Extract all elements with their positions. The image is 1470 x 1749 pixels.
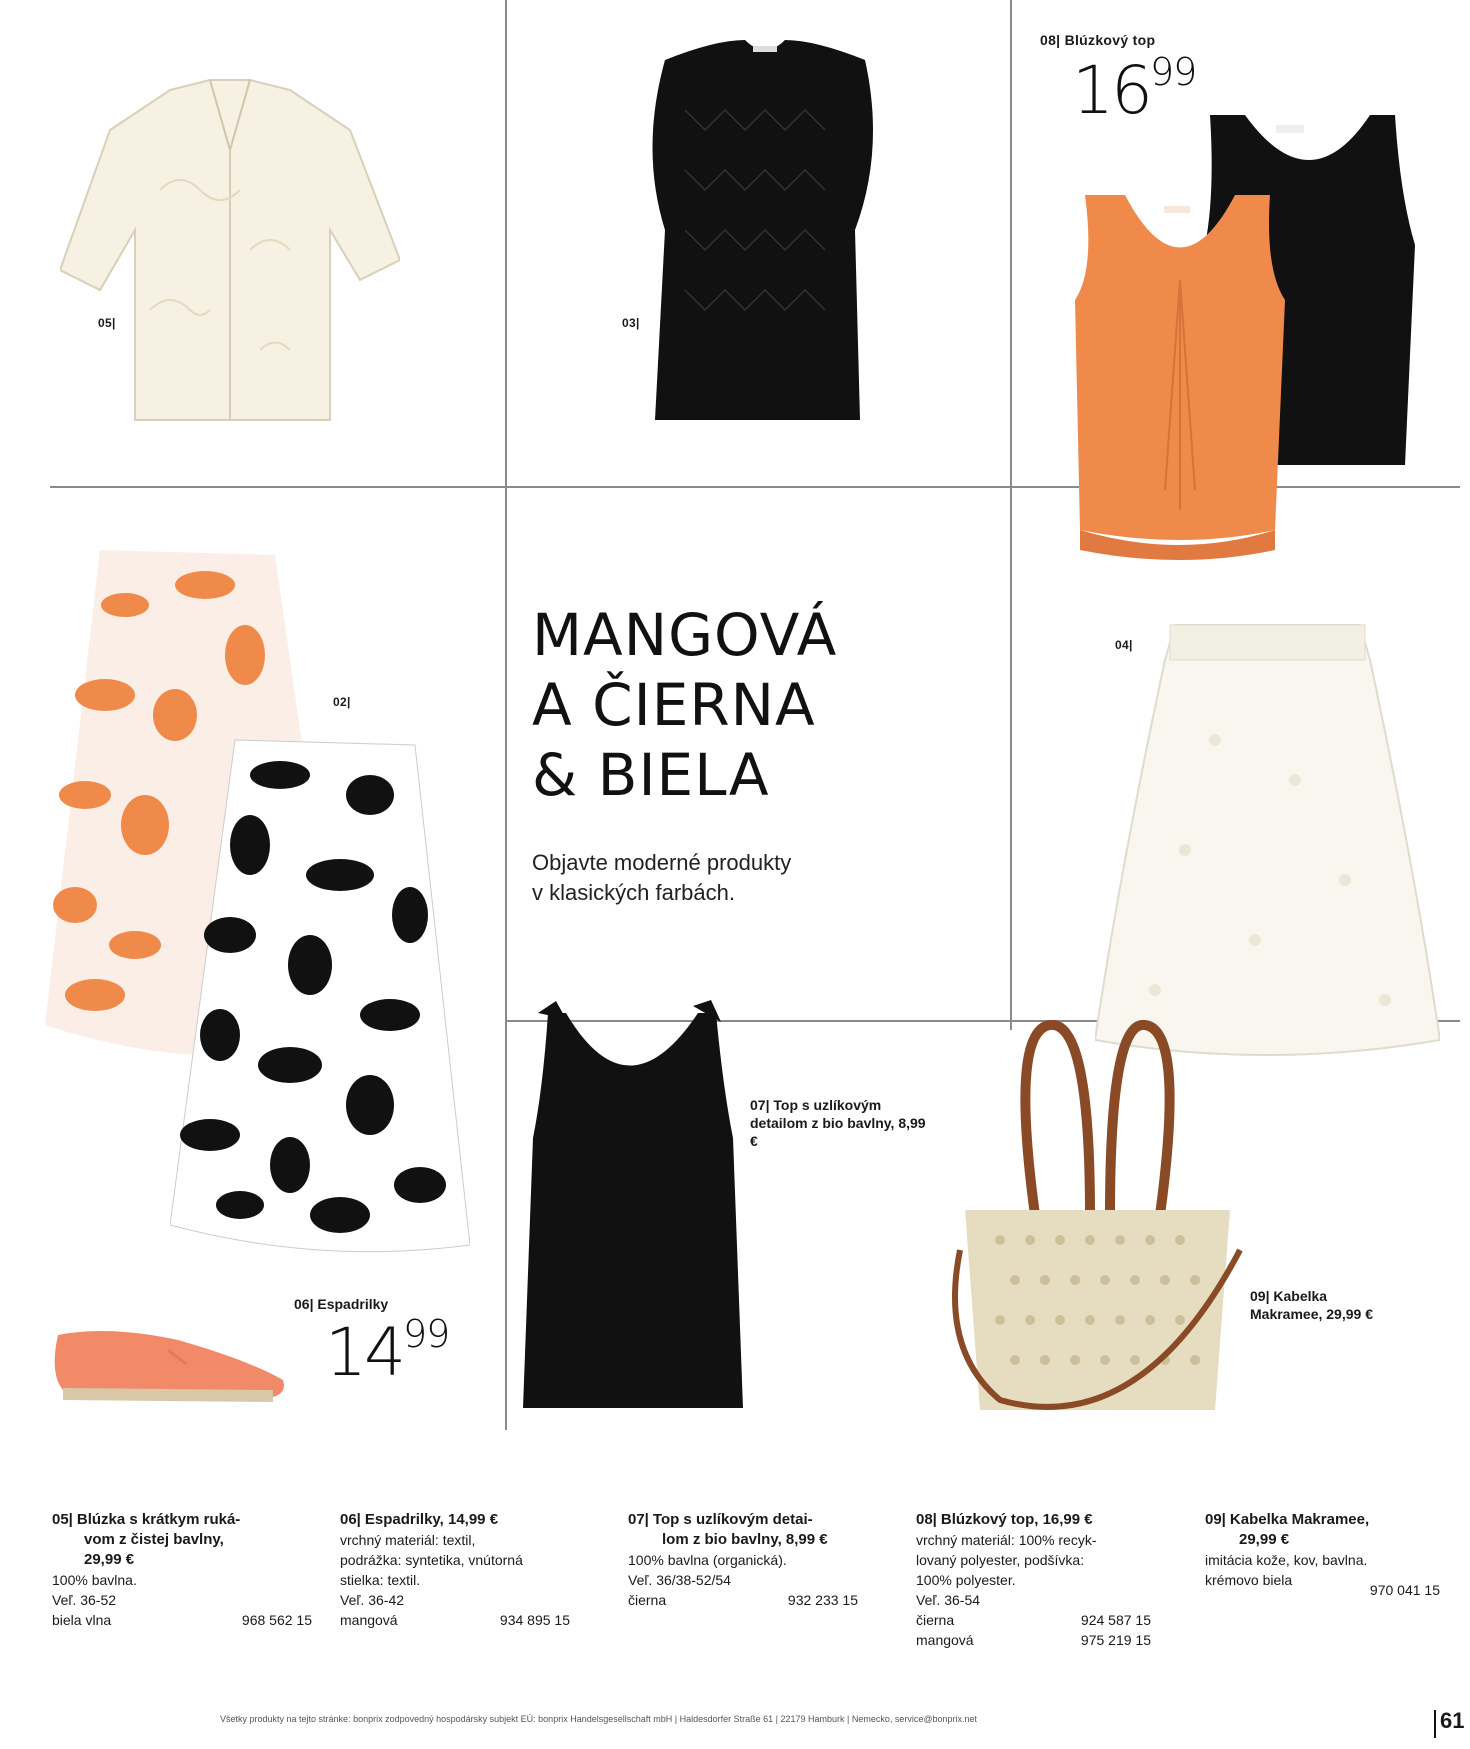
product-06-material-3: stielka: textil. bbox=[340, 1572, 421, 1588]
product-07-title bbox=[628, 1510, 868, 1530]
cream-blouse-image bbox=[60, 70, 400, 430]
vertical-divider-left bbox=[505, 0, 507, 1430]
product-07-title-line-2: lom z bio bavlny, 8,99 € bbox=[662, 1531, 828, 1548]
headline-line-2: A ČIERNA bbox=[532, 671, 816, 739]
page-number: 61 bbox=[1440, 1708, 1465, 1733]
product-09-number: 09| bbox=[1205, 1511, 1226, 1528]
price-08 bbox=[1072, 52, 1196, 129]
variant-color: mangová bbox=[916, 1632, 974, 1648]
subheadline-line-2: v klasických farbách. bbox=[532, 880, 735, 905]
product-06-material-2: podrážka: syntetika, vnútorná bbox=[340, 1552, 523, 1568]
variant-color: čierna bbox=[916, 1612, 955, 1628]
product-08-title bbox=[916, 1510, 1166, 1530]
product-details-06 bbox=[340, 1510, 595, 1630]
variant-code: 924 587 15 bbox=[1080, 1612, 1151, 1628]
variant-color: mangová bbox=[340, 1612, 398, 1628]
variant-color: biela vlna bbox=[52, 1612, 112, 1628]
variant-code: 968 562 15 bbox=[241, 1612, 312, 1628]
headline-line-1: MANGOVÁ bbox=[532, 601, 838, 669]
mango-espadrille-image bbox=[48, 1310, 293, 1405]
product-06-sizes: Veľ. 36-42 bbox=[340, 1592, 405, 1608]
orange-blouse-top-image bbox=[1070, 190, 1290, 565]
variant-color: krémovo biela bbox=[1205, 1572, 1293, 1588]
product-08-material-2: lovaný polyester, podšívka: bbox=[916, 1552, 1085, 1568]
product-05-number: 05| bbox=[52, 1511, 73, 1528]
product-08-material-3: 100% polyester. bbox=[916, 1572, 1016, 1588]
product-06-title-line-1: Espadrilky, 14,99 € bbox=[364, 1511, 499, 1528]
variant-code: 970 041 15 bbox=[1369, 1582, 1440, 1598]
product-06-variant bbox=[340, 1610, 570, 1630]
product-05-title-line-2: vom z čistej bavlny, bbox=[84, 1531, 224, 1548]
headline-line-3: & BIELA bbox=[532, 741, 770, 809]
black-tie-top-image bbox=[518, 998, 748, 1418]
product-08-sizes: Veľ. 36-54 bbox=[916, 1592, 981, 1608]
product-07-material: 100% bavlna (organická). bbox=[628, 1552, 787, 1568]
product-06-number: 06| bbox=[340, 1511, 361, 1528]
label-03: 03| bbox=[622, 316, 640, 330]
price-06-cents: 99 bbox=[402, 1312, 450, 1356]
product-08-material-1: vrchný materiál: 100% recyk- bbox=[916, 1532, 1097, 1548]
variant-code: 975 219 15 bbox=[1080, 1632, 1151, 1648]
product-09-title bbox=[1205, 1510, 1445, 1530]
product-details-05 bbox=[52, 1510, 312, 1630]
label-09: 09| Kabelka Makramee, 29,99 € bbox=[1250, 1288, 1373, 1322]
product-05-title-line-1: Blúzka s krátkym ruká- bbox=[76, 1511, 241, 1528]
product-05-variant bbox=[52, 1610, 312, 1630]
product-06-title bbox=[340, 1510, 595, 1530]
product-09-title-line-2: 29,99 € bbox=[1239, 1531, 1290, 1548]
product-06-material-1: vrchný materiál: textil, bbox=[340, 1532, 476, 1548]
product-05-material: 100% bavlna. bbox=[52, 1572, 137, 1588]
label-04: 04| bbox=[1115, 638, 1133, 652]
price-08-cents: 99 bbox=[1149, 50, 1197, 94]
white-lace-skirt-image bbox=[1095, 620, 1440, 1065]
product-05-title bbox=[52, 1510, 312, 1530]
variant-code: 934 895 15 bbox=[499, 1612, 570, 1628]
label-06: 06| Espadrilky bbox=[294, 1296, 389, 1312]
product-08-variant-1 bbox=[916, 1610, 1151, 1630]
label-05: 05| bbox=[98, 316, 116, 330]
product-09-title-line-1: Kabelka Makramee, bbox=[1229, 1511, 1370, 1528]
price-06-main: 14 bbox=[325, 1314, 403, 1391]
product-08-variant-2 bbox=[916, 1630, 1151, 1650]
black-white-skirt-image bbox=[170, 735, 470, 1265]
product-08-title-line-1: Blúzkový top, 16,99 € bbox=[940, 1511, 1093, 1528]
price-06 bbox=[325, 1314, 449, 1391]
product-details-08 bbox=[916, 1510, 1166, 1650]
product-07-title-line-1: Top s uzlíkovým detai- bbox=[652, 1511, 813, 1528]
page-number-divider bbox=[1434, 1710, 1436, 1738]
subheadline-line-1: Objavte moderné produkty bbox=[532, 850, 792, 875]
vertical-divider-right bbox=[1010, 0, 1012, 1030]
variant-color: čierna bbox=[628, 1592, 667, 1608]
straw-bag-image bbox=[940, 1020, 1260, 1430]
product-05-title-line-3: 29,99 € bbox=[84, 1551, 135, 1568]
product-details-07 bbox=[628, 1510, 868, 1610]
variant-code: 932 233 15 bbox=[787, 1592, 858, 1608]
label-02: 02| bbox=[333, 695, 351, 709]
black-knit-top-image bbox=[635, 30, 895, 430]
product-09-material: imitácia kože, kov, bavlna. bbox=[1205, 1552, 1368, 1568]
product-09-variant bbox=[1205, 1570, 1440, 1600]
label-07: 07| Top s uzlíkovým detailom z bio bavlny, 8,99 € bbox=[750, 1097, 926, 1149]
price-08-main: 16 bbox=[1072, 52, 1150, 129]
footer-legal: Všetky produkty na tejto stránke: bonprix zodpovedný hospodársky subjekt EÚ: bonprix Handelsgesellschaft mbH | Haldesdorfer Straße 61 | 22179 Hamburk | Nemecko, service@bonprix.net bbox=[220, 1714, 978, 1724]
product-07-variant bbox=[628, 1590, 858, 1610]
product-07-number: 07| bbox=[628, 1511, 649, 1528]
label-08: 08| Blúzkový top bbox=[1040, 32, 1156, 48]
product-08-number: 08| bbox=[916, 1511, 937, 1528]
product-05-sizes: Veľ. 36-52 bbox=[52, 1592, 117, 1608]
product-details-09 bbox=[1205, 1510, 1445, 1600]
product-07-sizes: Veľ. 36/38-52/54 bbox=[628, 1572, 731, 1588]
